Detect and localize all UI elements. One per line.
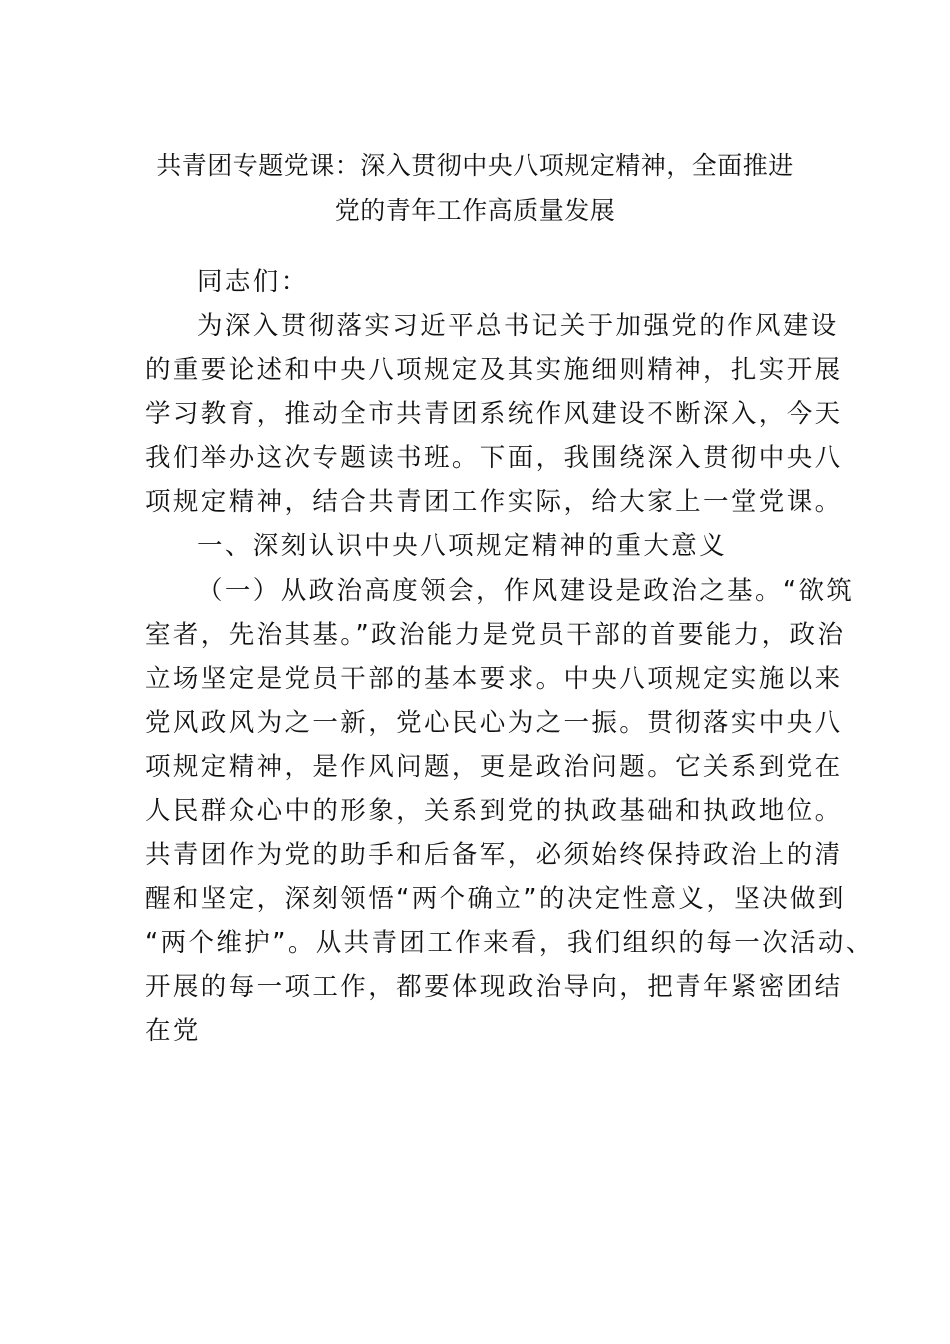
paragraph-line: 项规定精神，结合共青团工作实际，给大家上一堂党课。 <box>145 487 843 517</box>
section-heading: 一、深刻认识中央八项规定精神的重大意义 <box>197 531 728 561</box>
paragraph-line: 醒和坚定，深刻领悟“两个确立”的决定性意义，坚决做到 <box>145 884 846 914</box>
paragraph-line: 我们举办这次专题读书班。下面，我围绕深入贯彻中央八 <box>145 443 843 473</box>
paragraph-line: “两个维护”。从共青团工作来看，我们组织的每一次活动、 <box>145 928 874 958</box>
paragraph-line: 为深入贯彻落实习近平总书记关于加强党的作风建设 <box>197 311 839 341</box>
paragraph-line: （一）从政治高度领会，作风建设是政治之基。“欲筑 <box>197 576 855 606</box>
paragraph-line: 学习教育，推动全市共青团系统作风建设不断深入，今天 <box>145 399 843 429</box>
paragraph-line: 项规定精神，是作风问题，更是政治问题。它关系到党在 <box>145 752 843 782</box>
paragraph-line: 党风政风为之一新，党心民心为之一振。贯彻落实中央八 <box>145 708 843 738</box>
paragraph-line: 在党 <box>145 1016 201 1046</box>
paragraph-line: 的重要论述和中央八项规定及其实施细则精神，扎实开展 <box>145 355 843 385</box>
paragraph-line: 人民群众心中的形象，关系到党的执政基础和执政地位。 <box>145 796 843 826</box>
paragraph-line: 室者，先治其基。”政治能力是党员干部的首要能力，政治 <box>145 620 846 650</box>
paragraph-line: 立场坚定是党员干部的基本要求。中央八项规定实施以来 <box>145 664 843 694</box>
salutation: 同志们： <box>197 267 309 297</box>
paragraph-line: 共青团作为党的助手和后备军，必须始终保持政治上的清 <box>145 840 843 870</box>
paragraph-line: 开展的每一项工作，都要体现政治导向，把青年紧密团结 <box>145 972 843 1002</box>
document-title-line-2: 党的青年工作高质量发展 <box>334 196 616 225</box>
document-title-line-1: 共青团专题党课：深入贯彻中央八项规定精神，全面推进 <box>156 151 794 180</box>
